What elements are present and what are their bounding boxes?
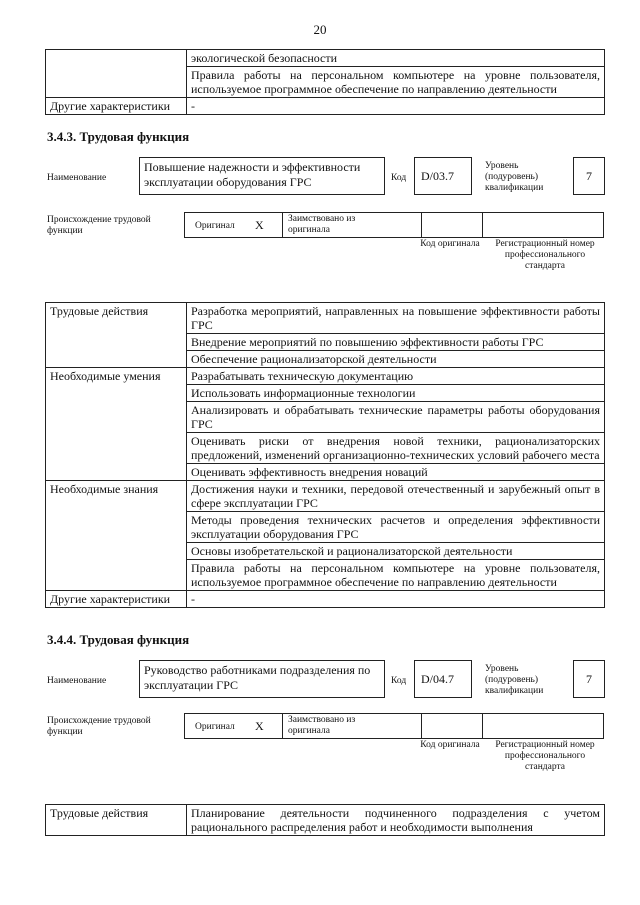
group-label: Другие характеристики <box>46 591 187 608</box>
table-item: - <box>187 591 605 608</box>
table-item: Анализировать и обрабатывать технические параметры работы оборудования ГРС <box>187 402 605 433</box>
table-item: Внедрение мероприятий по повышению эффективности работы ГРС <box>187 334 605 351</box>
table-item: Правила работы на персональном компьютере на уровне пользователя, используемое программное обеспечение по направлению деятельности <box>187 560 605 591</box>
original-mark: X <box>255 719 264 733</box>
level-label: Уровень (подуровень) квалификации <box>485 664 544 696</box>
name-value: Руководство работниками подразделения по эксплуатации ГРС <box>139 660 385 698</box>
divider <box>482 714 483 738</box>
bottom-table <box>45 804 605 836</box>
group-label: Трудовые действия <box>46 303 187 368</box>
table-item: Разработка мероприятий, направленных на повышение эффективности работы ГРС <box>187 303 605 334</box>
table-item: Оценивать эффективность внедрения новаций <box>187 464 605 481</box>
origin-label: Происхождение трудовой функции <box>47 215 151 236</box>
table-item: Достижения науки и техники, передовой отечественный и зарубежный опыт в сфере эксплуатации ГРС <box>187 481 605 512</box>
top-table-label-empty <box>46 50 187 98</box>
top-table-other-value: - <box>187 98 605 115</box>
table-item: Методы проведения технических расчетов и определения эффективности эксплуатации оборудования ГРС <box>187 512 605 543</box>
divider <box>282 714 283 738</box>
table-item: Разрабатывать техническую документацию <box>187 368 605 385</box>
function-table <box>45 302 605 608</box>
code-value: D/04.7 <box>414 660 472 698</box>
borrowed-label: Заимствовано из оригинала <box>288 715 356 736</box>
level-value: 7 <box>573 157 605 195</box>
code-label: Код <box>391 676 407 686</box>
section-heading: 3.4.4. Трудовая функция <box>47 632 190 647</box>
table-item: Основы изобретательской и рационализаторской деятельности <box>187 543 605 560</box>
top-table-item: экологической безопасности <box>187 50 605 67</box>
origin-label: Происхождение трудовой функции <box>47 716 151 737</box>
code-caption: Код оригинала <box>420 740 480 750</box>
group-label: Трудовые действия <box>46 805 187 836</box>
name-value: Повышение надежности и эффективности эксплуатации оборудования ГРС <box>139 157 385 195</box>
origin-box <box>184 713 604 739</box>
section-heading: 3.4.3. Трудовая функция <box>47 129 190 144</box>
reg-caption: Регистрационный номер профессионального стандарта <box>495 740 595 772</box>
group-label: Необходимые знания <box>46 481 187 591</box>
page-number: 20 <box>313 22 327 37</box>
code-label: Код <box>391 173 407 183</box>
divider <box>482 213 483 237</box>
divider <box>282 213 283 237</box>
divider <box>421 213 422 237</box>
table-item: Обеспечение рационализаторской деятельности <box>187 351 605 368</box>
level-label: Уровень (подуровень) квалификации <box>485 161 544 193</box>
borrowed-label: Заимствовано из оригинала <box>288 214 356 235</box>
top-table <box>45 49 605 115</box>
table-item: Оценивать риски от внедрения новой техники, рационализаторских предложений, изменений организационно-технических условий рабочего места <box>187 433 605 464</box>
group-label: Необходимые умения <box>46 368 187 481</box>
table-item: Использовать информационные технологии <box>187 385 605 402</box>
original-mark: X <box>255 218 264 232</box>
level-value: 7 <box>573 660 605 698</box>
original-label: Оригинал <box>195 722 235 732</box>
origin-box <box>184 212 604 238</box>
top-table-item: Правила работы на персональном компьютере на уровне пользователя, используемое программное обеспечение по направлению деятельности <box>187 67 605 98</box>
original-label: Оригинал <box>195 221 235 231</box>
reg-caption: Регистрационный номер профессионального стандарта <box>495 239 595 271</box>
table-item: Планирование деятельности подчиненного подразделения с учетом рационального распределения работ и необходимости выполнения <box>187 805 605 836</box>
top-table-other-label: Другие характеристики <box>46 98 187 115</box>
name-label: Наименование <box>47 676 107 686</box>
name-label: Наименование <box>47 173 107 183</box>
divider <box>421 714 422 738</box>
code-value: D/03.7 <box>414 157 472 195</box>
code-caption: Код оригинала <box>420 239 480 249</box>
